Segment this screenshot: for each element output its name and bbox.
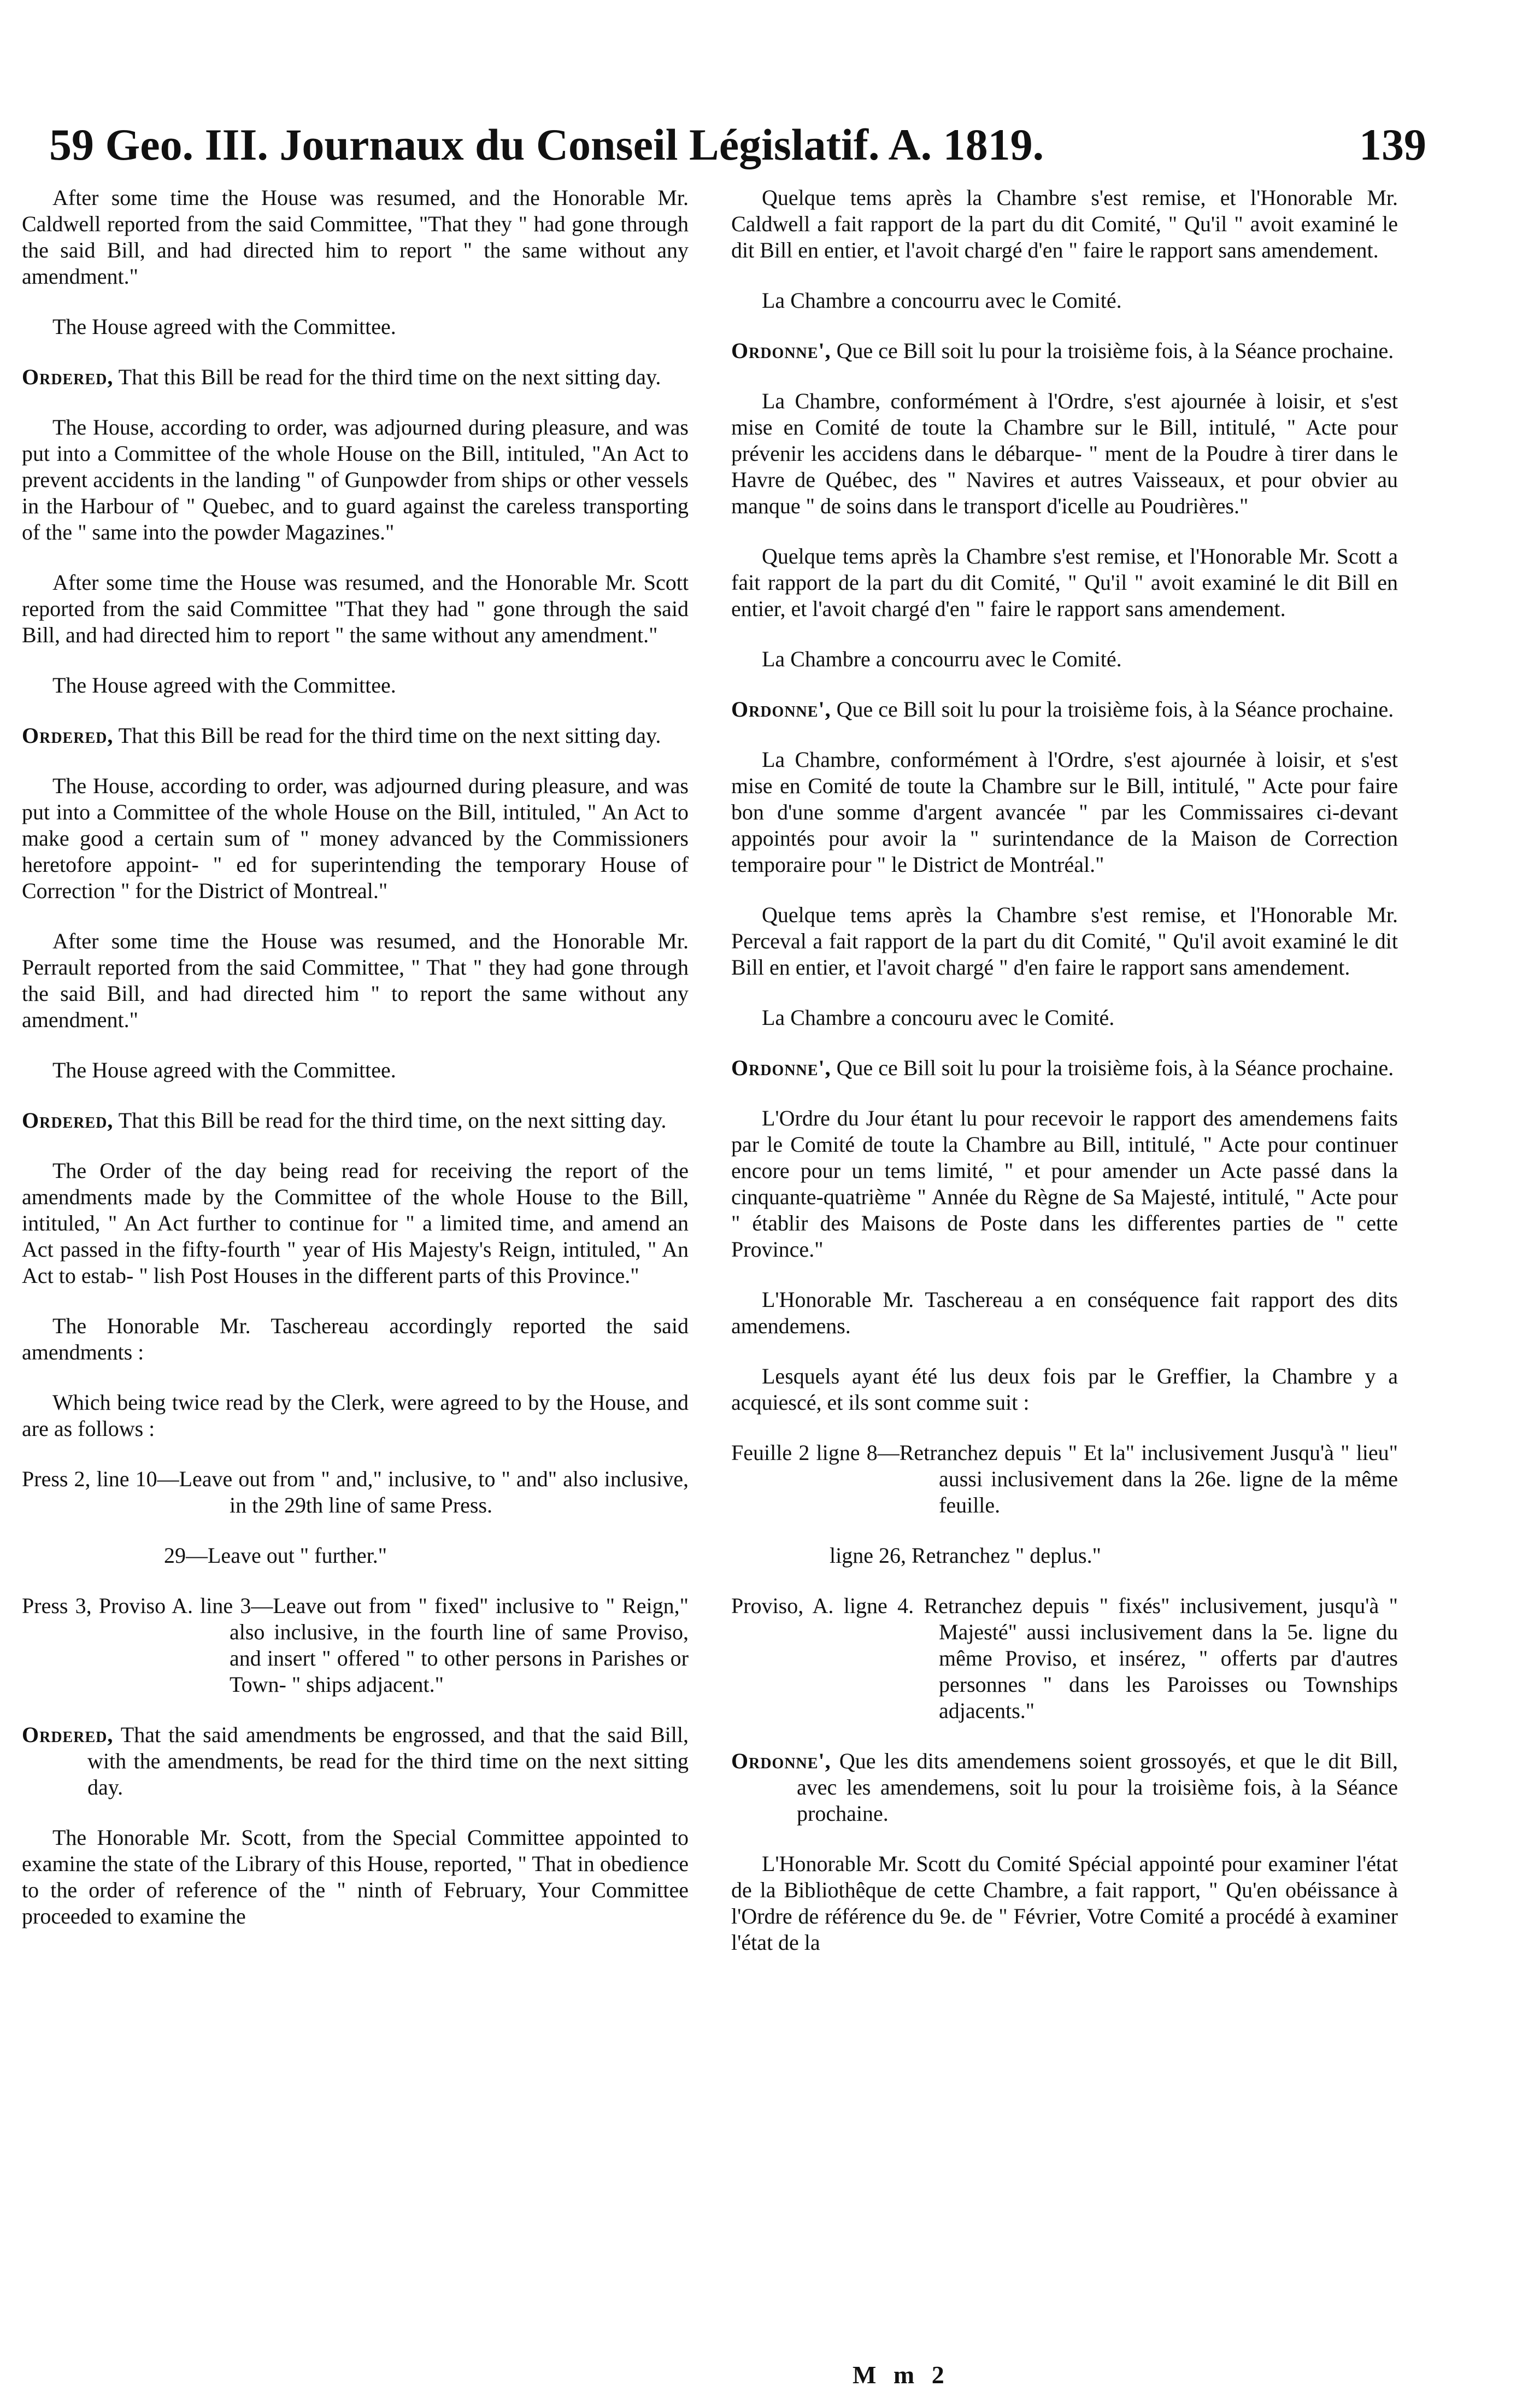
- paragraph: L'Honorable Mr. Taschereau a en conséquence fait rapport des dits amendemens.: [731, 1287, 1398, 1338]
- order-paragraph: [22, 1722, 689, 1801]
- order-label: Ordonne',: [731, 1056, 831, 1080]
- french-column: [731, 185, 1398, 2349]
- paragraph: Quelque tems après la Chambre s'est remise, et l'Honorable Mr. Scott a fait rapport de la part du dit Comité, " Qu'il " avoit examiné le dit Bill en entier, et l'avoit chargé d'en " faire le rapport sans amendement.: [731, 544, 1398, 621]
- order-label: Ordered,: [22, 365, 114, 389]
- amendment-item: Proviso, A. ligne 4. Retranchez depuis " fixés" inclusivement, jusqu'à " Majesté" aussi inclusivement dans la 5e. ligne du même Proviso, et insérez, " offerts par d'autres personnes " dans les Paroisses ou Townships adjacents.": [731, 1593, 1398, 1723]
- paragraph: The Honorable Mr. Scott, from the Special Committee appointed to examine the state of the Library of this House, reported, " That in obedience to the order of reference of the " ninth of February, Your Committee proceeded to examine the: [22, 1825, 689, 1928]
- paragraph: La Chambre, conformément à l'Ordre, s'est ajournée à loisir, et s'est mise en Comité de toute la Chambre sur le Bill, intitulé, " Acte pour faire bon d'une somme d'argent avancée " par les Commissaires ci-devant appointés pour avoir la " surintendance de la Maison de Correction temporaire pour " le District de Montréal.": [731, 747, 1398, 877]
- amendment-item: ligne 26, Retranchez " deplus.": [830, 1543, 1101, 1568]
- paragraph: Quelque tems après la Chambre s'est remise, et l'Honorable Mr. Perceval a fait rapport de la part du dit Comité, " Qu'il avoit examiné le dit Bill en entier, et l'avoit chargé " d'en faire le rapport sans amendement.: [731, 902, 1398, 980]
- paragraph: Quelque tems après la Chambre s'est remise, et l'Honorable Mr. Caldwell a fait rapport de la part du dit Comité, " Qu'il " avoit examiné le dit Bill en entier, et l'avoit chargé d'en " faire le rapport sans amendement.: [731, 185, 1398, 262]
- order-text: Que ce Bill soit lu pour la troisième fois, à la Séance prochaine.: [831, 697, 1394, 722]
- english-column: [22, 185, 689, 2349]
- paragraph: The House agreed with the Committee.: [52, 673, 396, 697]
- paragraph: Which being twice read by the Clerk, were agreed to by the House, and are as follows :: [22, 1390, 689, 1441]
- paragraph: La Chambre a concouru avec le Comité.: [762, 1005, 1115, 1030]
- order-label: Ordered,: [22, 1722, 114, 1747]
- paragraph: The Order of the day being read for receiving the report of the amendments made by the Committee of the whole House to the Bill, intituled, " An Act further to continue for " a limited time, and amend an Act passed in the fifty-fourth " year of His Majesty's Reign, intituled, " An Act to estab- " lish Post Houses in the different parts of this Province.": [22, 1158, 689, 1288]
- paragraph: The House, according to order, was adjourned during pleasure, and was put into a Committee of the whole House on the Bill, intituled, "An Act to prevent accidents in the landing " of Gunpowder from ships or other vessels in the Harbour of " Quebec, and to guard against the careless transporting of the " same into the powder Magazines.": [22, 415, 689, 544]
- order-paragraph: [22, 1107, 689, 1134]
- paragraph: The House agreed with the Committee.: [52, 314, 396, 339]
- order-paragraph: [731, 696, 1398, 723]
- paragraph: After some time the House was resumed, and the Honorable Mr. Scott reported from the said Committee "That they had " gone through the said Bill, and had directed him to report " the same without any amendment.": [22, 570, 689, 647]
- amendment-item: 29—Leave out " further.": [164, 1543, 387, 1568]
- order-label: Ordered,: [22, 723, 114, 748]
- order-text: That this Bill be read for the third time on the next sitting day.: [113, 723, 661, 748]
- page-number: 139: [1359, 120, 1426, 169]
- order-label: Ordonne',: [731, 338, 831, 363]
- paragraph: The House agreed with the Committee.: [52, 1058, 396, 1082]
- header-title: 59 Geo. III. Journaux du Conseil Législatif. A. 1819.: [49, 120, 1044, 169]
- order-text: That the said amendments be engrossed, and that the said Bill, with the amendments, be read for the third time on the next sitting day.: [87, 1722, 689, 1799]
- order-text: That this Bill be read for the third time on the next sitting day.: [113, 365, 661, 389]
- order-text: Que ce Bill soit lu pour la troisième fois, à la Séance prochaine.: [831, 338, 1394, 363]
- paragraph: The House, according to order, was adjourned during pleasure, and was put into a Committee of the whole House on the Bill, intituled, " An Act to make good a certain sum of " money advanced by the Commissioners heretofore appoint- " ed for superintending the temporary House of Correction " for the District of Montreal.": [22, 773, 689, 903]
- paragraph: La Chambre a concourru avec le Comité.: [762, 647, 1122, 671]
- paragraph: Lesquels ayant été lus deux fois par le Greffier, la Chambre y a acquiescé, et ils sont comme suit :: [731, 1364, 1398, 1415]
- order-text: That this Bill be read for the third time, on the next sitting day.: [113, 1108, 667, 1133]
- order-label: Ordered,: [22, 1108, 114, 1133]
- paragraph: The Honorable Mr. Taschereau accordingly reported the said amendments :: [22, 1314, 689, 1364]
- order-text: Que les dits amendemens soient grossoyés, et que le dit Bill, avec les amendemens, soit lu pour la troisième fois, à la Séance prochaine.: [797, 1749, 1398, 1826]
- order-label: Ordonne',: [731, 697, 831, 722]
- signature-mark: M m 2: [853, 2361, 950, 2389]
- paragraph: After some time the House was resumed, and the Honorable Mr. Perrault reported from the said Committee, " That " they had gone through the said Bill, and had directed him " to report the same without any amendment.": [22, 929, 689, 1032]
- amendment-item: Press 2, line 10—Leave out from " and," inclusive, to " and" also inclusive, in the 29th line of same Press.: [22, 1467, 689, 1517]
- order-label: Ordonne',: [731, 1749, 831, 1773]
- paragraph: La Chambre a concourru avec le Comité.: [762, 288, 1122, 313]
- paragraph: L'Honorable Mr. Scott du Comité Spécial appointé pour examiner l'état de la Bibliothêque de cette Chambre, a fait rapport, " Qu'en obéissance à l'Ordre de référence du 9e. de " Février, Votre Comité a procédé à examiner l'état de la: [731, 1851, 1398, 1955]
- order-paragraph: [22, 723, 689, 749]
- amendment-item: Feuille 2 ligne 8—Retranchez depuis " Et la" inclusivement Jusqu'à " lieu" aussi inclusivement dans la 26e. ligne de la même feuille.: [731, 1440, 1398, 1517]
- paragraph: L'Ordre du Jour étant lu pour recevoir le rapport des amendemens faits par le Comité de toute la Chambre au Bill, intitulé, " Acte pour continuer encore pour un tems limité, " et pour amender un Acte passé dans la cinquante-quatrième " Année du Règne de Sa Majesté, intitulé, " Acte pour " établir des Maisons de Poste dans les differentes parties de " cette Province.": [731, 1106, 1398, 1262]
- order-paragraph: [731, 338, 1398, 364]
- order-paragraph: [731, 1055, 1398, 1081]
- order-paragraph: [731, 1748, 1398, 1827]
- running-header: [49, 119, 1426, 179]
- paragraph: La Chambre, conformément à l'Ordre, s'est ajournée à loisir, et s'est mise en Comité de toute la Chambre sur le Bill, intitulé, " Acte pour prévenir les accidens dans le débarque- " ment de la Poudre à tirer dans le Havre de Québec, des " Navires et autres Vaisseaux, et pour obvier au manque " de soins dans le transport d'icelle au Poudrières.": [731, 389, 1398, 518]
- amendment-item: Press 3, Proviso A. line 3—Leave out from " fixed" inclusive to " Reign," also inclusive, in the fourth line of same Proviso, and insert " offered " to other persons in Parishes or Town- " ships adjacent.": [22, 1593, 689, 1697]
- order-text: Que ce Bill soit lu pour la troisième fois, à la Séance prochaine.: [831, 1056, 1394, 1080]
- paragraph: After some time the House was resumed, and the Honorable Mr. Caldwell reported from the said Committee, "That they " had gone through the said Bill, and had directed him to report " the same without any amendment.": [22, 185, 689, 289]
- order-paragraph: [22, 364, 689, 390]
